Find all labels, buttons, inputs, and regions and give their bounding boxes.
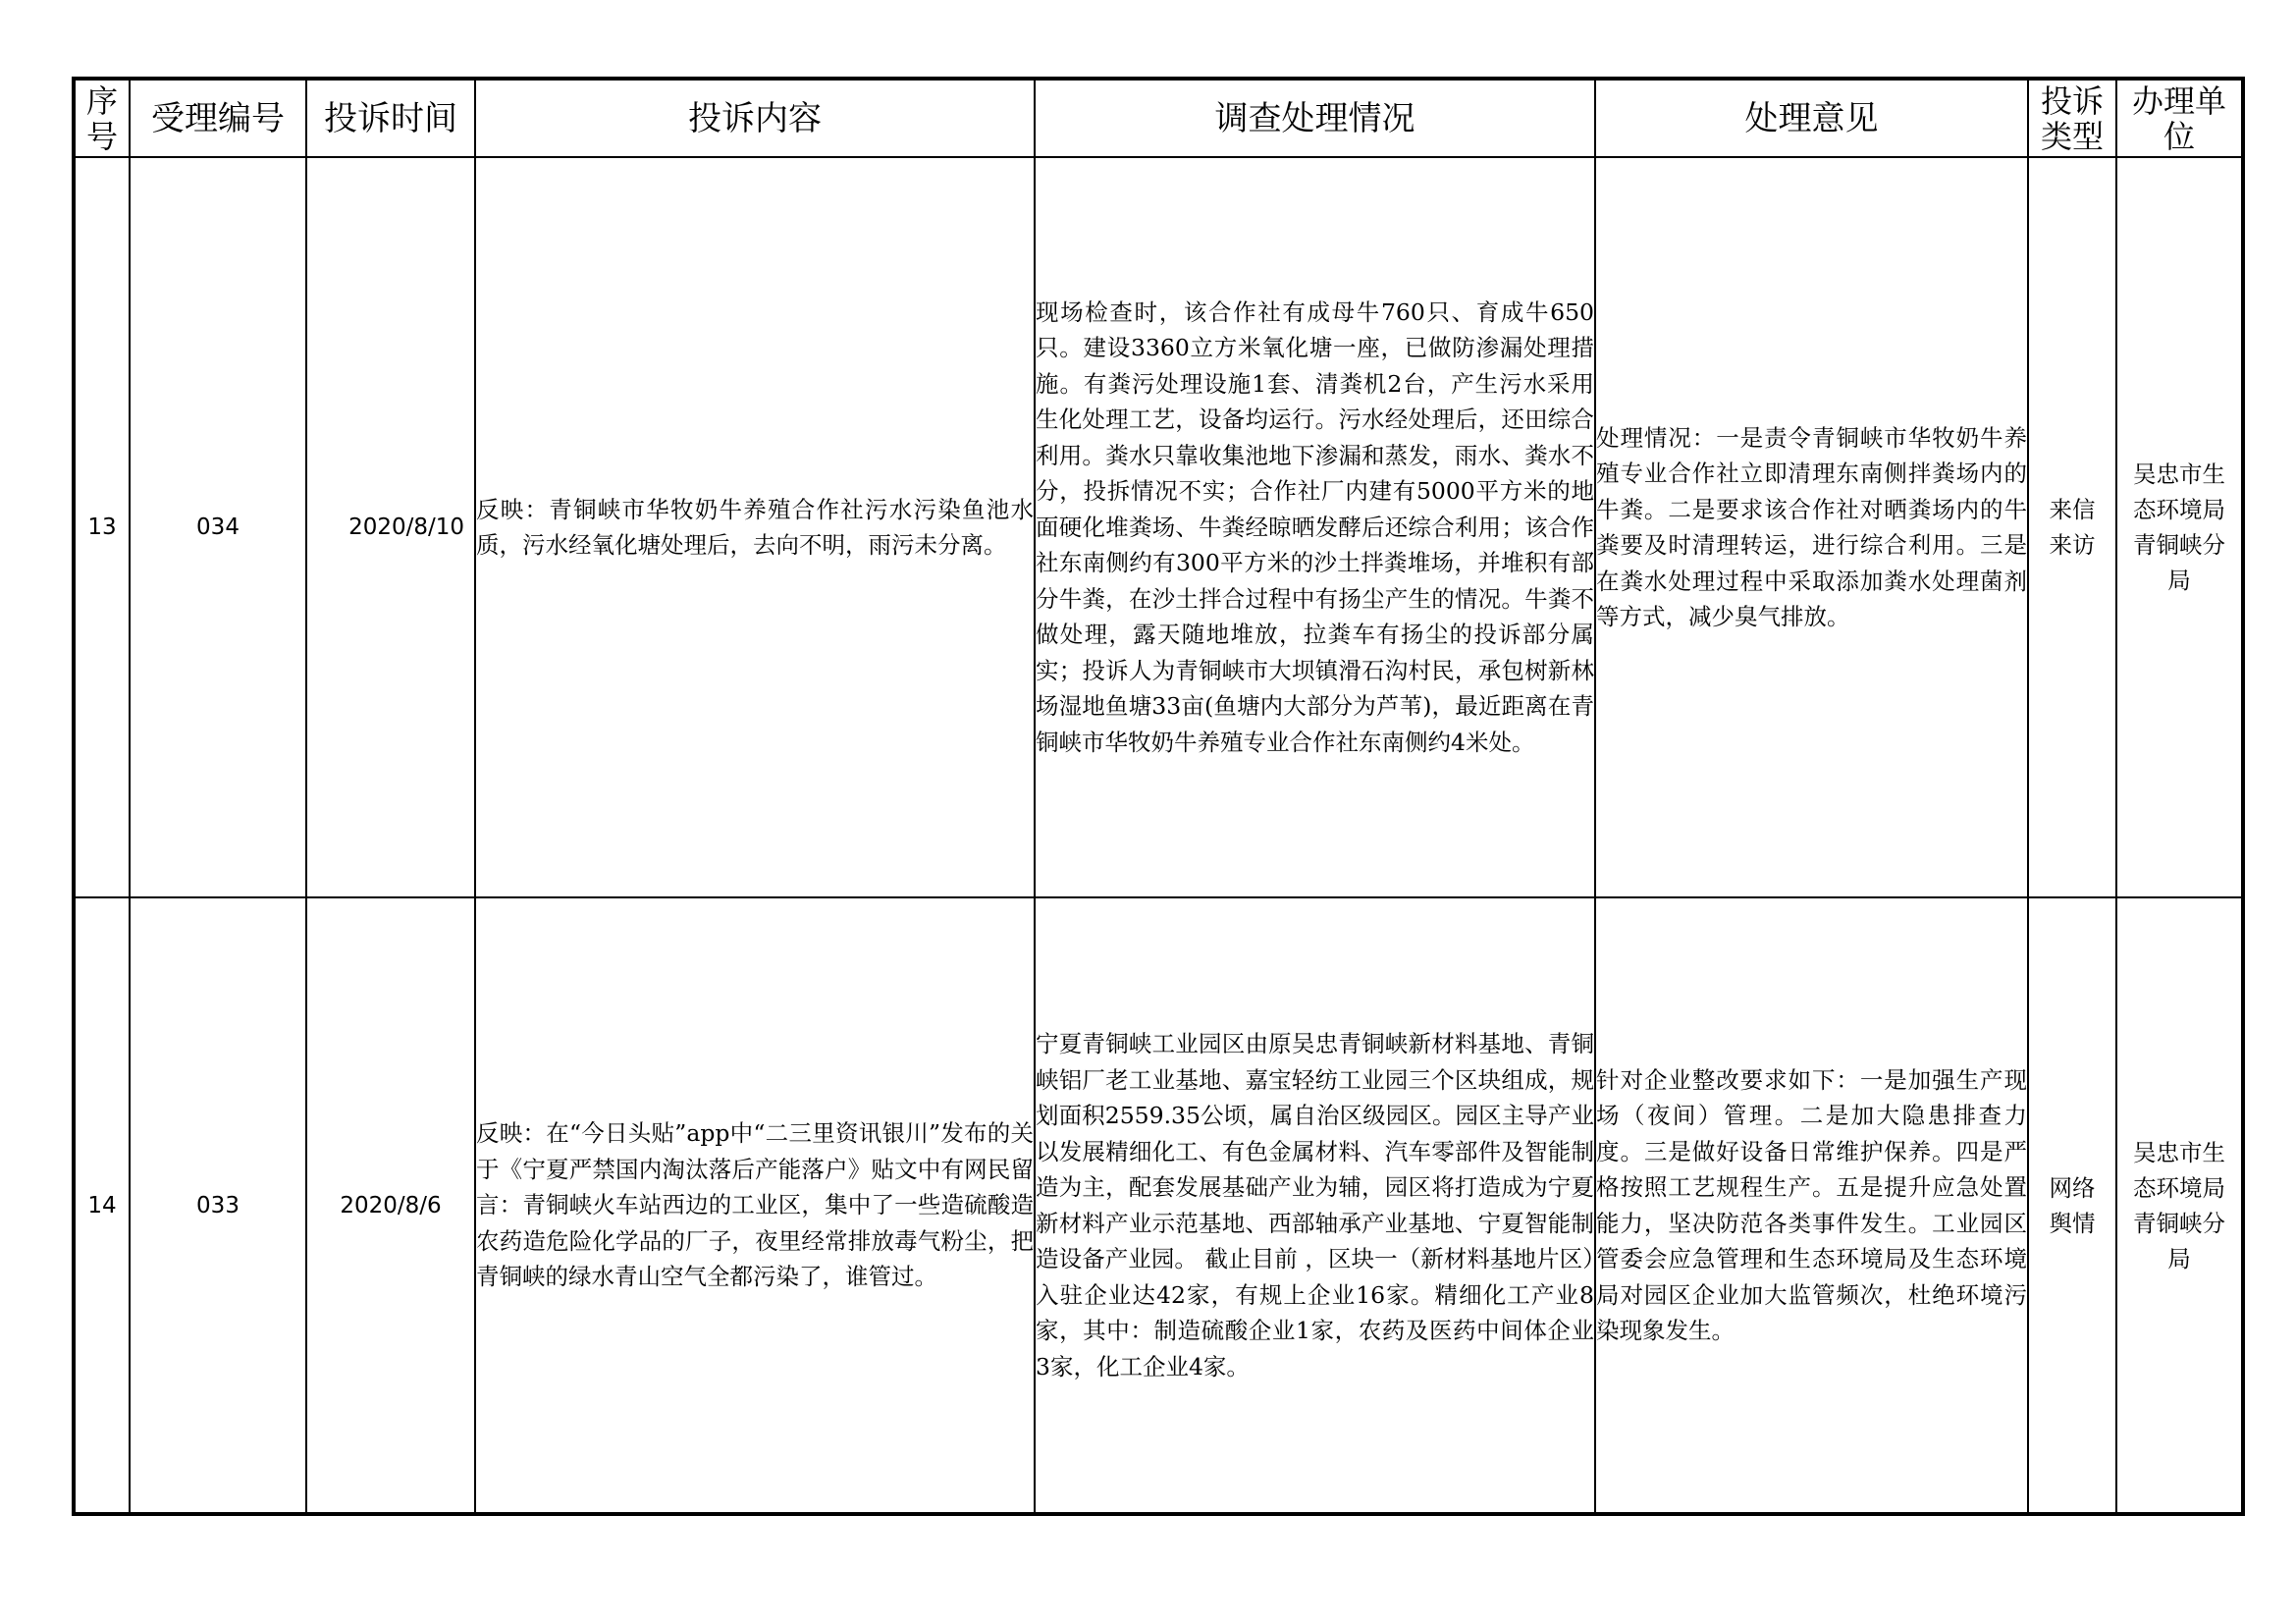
row-time: 2020/8/10 xyxy=(306,157,475,897)
row-type xyxy=(2028,157,2116,897)
header-unit xyxy=(2116,79,2243,157)
header-seq-label: 序号 xyxy=(85,81,118,155)
row-type-label: 网络舆情 xyxy=(2049,1173,2096,1237)
header-seq xyxy=(74,79,130,157)
header-type-label: 投诉类型 xyxy=(2040,81,2104,155)
row-investigation: 宁夏青铜峡工业园区由原吴忠青铜峡新材料基地、青铜峡铝厂老工业基地、嘉宝轻纺工业园三个区块组成，规划面积2559.35公顷，属自治区级园区。园区主导产业以发展精细化工、有色金属材料、汽车零部件及智能制造为主，配套发展基础产业为辅，园区将打造成为宁夏新材料产业示范基地、西部轴承产业基地、宁夏智能制造设备产业园。 截止目前 ，区块一（新材料基地片区）入驻企业达42家，有规上企业16家。精细化工产业8家，其中：制造硫酸企业1家，农药及医药中间体企业3家，化工企业4家。 xyxy=(1035,897,1595,1514)
row-opinion: 处理情况：一是责令青铜峡市华牧奶牛养殖专业合作社立即清理东南侧拌粪场内的牛粪。二是要求该合作社对晒粪场内的牛粪要及时清理转运，进行综合利用。三是在粪水处理过程中采取添加粪水处理菌剂等方式，减少臭气排放。 xyxy=(1595,157,2028,897)
header-unit-label: 办理单位 xyxy=(2131,81,2226,155)
row-accept-no: 033 xyxy=(130,897,306,1514)
row-seq: 14 xyxy=(74,897,130,1514)
row-type xyxy=(2028,897,2116,1514)
header-content: 投诉内容 xyxy=(475,79,1035,157)
table-row xyxy=(74,157,2243,897)
row-time: 2020/8/6 xyxy=(306,897,475,1514)
row-investigation: 现场检查时，该合作社有成母牛760只、育成牛650只。建设3360立方米氧化塘一座，已做防渗漏处理措施。有粪污处理设施1套、清粪机2台，产生污水采用生化处理工艺，设备均运行。污水经处理后，还田综合利用。粪水只靠收集池地下渗漏和蒸发，雨水、粪水不分，投拆情况不实；合作社厂内建有5000平方米的地面硬化堆粪场、牛粪经晾晒发酵后还综合利用；该合作社东南侧约有300平方米的沙土拌粪堆场，并堆积有部分牛粪，在沙土拌合过程中有扬尘产生的情况。牛粪不做处理，露天随地堆放，拉粪车有扬尘的投诉部分属实；投诉人为青铜峡市大坝镇滑石沟村民，承包树新林场湿地鱼塘33亩(鱼塘内大部分为芦苇)，最近距离在青铜峡市华牧奶牛养殖专业合作社东南侧约4米处。 xyxy=(1035,157,1595,897)
row-unit-label: 吴忠市生态环境局青铜峡分局 xyxy=(2133,1138,2225,1272)
row-content: 反映：在“今日头贴”app中“二三里资讯银川”发布的关于《宁夏严禁国内淘汰落后产能落户》贴文中有网民留言：青铜峡火车站西边的工业区，集中了一些造硫酸造农药造危险化学品的厂子，夜里经常排放毒气粉尘，把青铜峡的绿水青山空气全都污染了，谁管过。 xyxy=(475,897,1035,1514)
row-type-label: 来信来访 xyxy=(2049,496,2096,559)
header-type xyxy=(2028,79,2116,157)
header-accept-no: 受理编号 xyxy=(130,79,306,157)
row-seq: 13 xyxy=(74,157,130,897)
row-unit-label: 吴忠市生态环境局青铜峡分局 xyxy=(2133,460,2225,594)
row-accept-no: 034 xyxy=(130,157,306,897)
row-unit xyxy=(2116,157,2243,897)
complaint-table xyxy=(72,77,2245,1516)
header-investigation: 调查处理情况 xyxy=(1035,79,1595,157)
table-row xyxy=(74,897,2243,1514)
row-content: 反映：青铜峡市华牧奶牛养殖合作社污水污染鱼池水质，污水经氧化塘处理后，去向不明，雨污未分离。 xyxy=(475,157,1035,897)
row-opinion: 针对企业整改要求如下：一是加强生产现场（夜间）管理。二是加大隐患排查力度。三是做好设备日常维护保养。四是严格按照工艺规程生产。五是提升应急处置能力，坚决防范各类事件发生。工业园区管委会应急管理和生态环境局及生态环境局对园区企业加大监管频次，杜绝环境污染现象发生。 xyxy=(1595,897,2028,1514)
row-unit xyxy=(2116,897,2243,1514)
header-opinion: 处理意见 xyxy=(1595,79,2028,157)
header-time: 投诉时间 xyxy=(306,79,475,157)
header-row xyxy=(74,79,2243,157)
